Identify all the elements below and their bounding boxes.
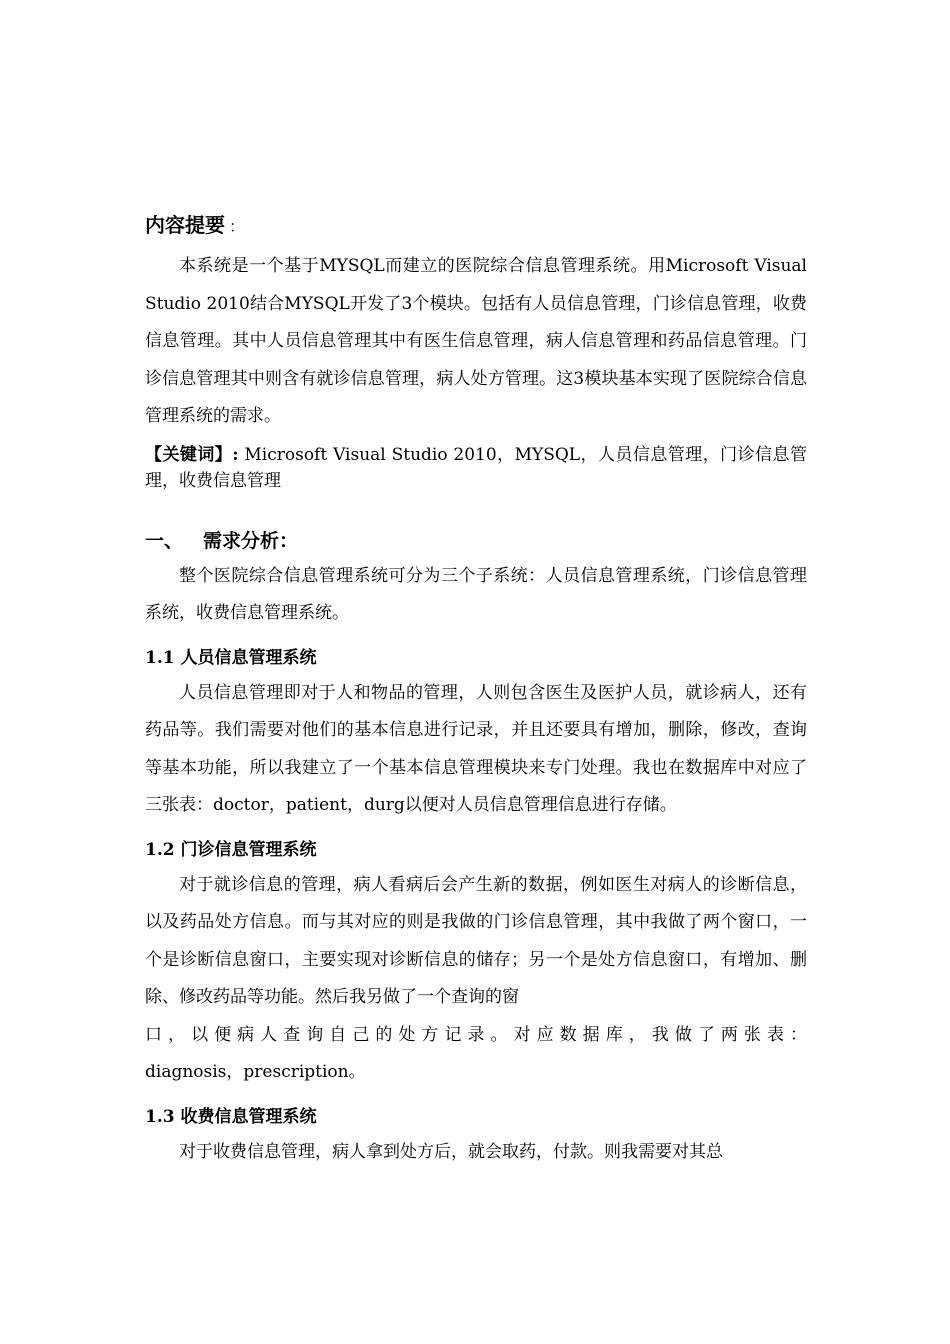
subsection-body-billing: 对于收费信息管理，病人拿到处方后，就会取药，付款。则我需要对其总	[179, 1141, 723, 1162]
abstract-title: 内容提要	[145, 213, 225, 237]
abstract-title-colon: ：	[229, 217, 246, 236]
section-heading-requirements	[145, 526, 807, 556]
keywords	[145, 442, 807, 494]
subsection-body-outpatient-spread-line: 口，以便病人查询自己的处方记录。对应数据库，我做了两张表：	[145, 1024, 807, 1045]
subsection-heading-outpatient: 1.2 门诊信息管理系统	[145, 839, 317, 860]
subsection-body-personnel: 人员信息管理即对于人和物品的管理，人则包含医生及医护人员，就诊病人，还有药品等。我们需要对他们的基本信息进行记录，并且还要具有增加，删除，修改，查询等基本功能，所以我建立了一个基本信息管理模块来专门处理。我也在数据库中对应了三张表：doctor，patient，durg以便对人员信息管理信息进行存储。	[145, 682, 807, 815]
section-title: 需求分析：	[203, 529, 299, 552]
section-intro: 整个医院综合信息管理系统可分为三个子系统：人员信息管理系统，门诊信息管理系统，收费信息管理系统。	[145, 565, 807, 623]
abstract-body: 本系统是一个基于MYSQL而建立的医院综合信息管理系统。用Microsoft Visual Studio 2010结合MYSQL开发了3个模块。包括有人员信息管理，门诊信息管理，收费信息管理。其中人员信息管理其中有医生信息管理，病人信息管理和药品信息管理。门诊信息管理其中则含有就诊信息管理，病人处方管理。这3模块基本实现了医院综合信息管理系统的需求。	[145, 256, 807, 426]
subsection-body-outpatient: 对于就诊信息的管理，病人看病后会产生新的数据，例如医生对病人的诊断信息，以及药品处方信息。而与其对应的则是我做的门诊信息管理，其中我做了两个窗口，一个是诊断信息窗口，主要实现对诊断信息的储存；另一个是处方信息窗口，有增加、删除、修改药品等功能。然后我另做了一个查询的窗	[145, 874, 807, 1007]
subsection-body-outpatient-end: diagnosis，prescription。	[145, 1062, 366, 1082]
abstract-heading	[145, 210, 807, 242]
keywords-text: Microsoft Visual Studio 2010，MYSQL，人员信息管理，门诊信息管理，收费信息管理	[145, 444, 807, 491]
keywords-label: 【关键词】:	[145, 444, 239, 465]
document-page	[145, 210, 807, 1171]
subsection-heading-personnel: 1.1 人员信息管理系统	[145, 647, 317, 668]
subsection-heading-billing: 1.3 收费信息管理系统	[145, 1106, 317, 1127]
section-number: 一、	[145, 529, 184, 552]
